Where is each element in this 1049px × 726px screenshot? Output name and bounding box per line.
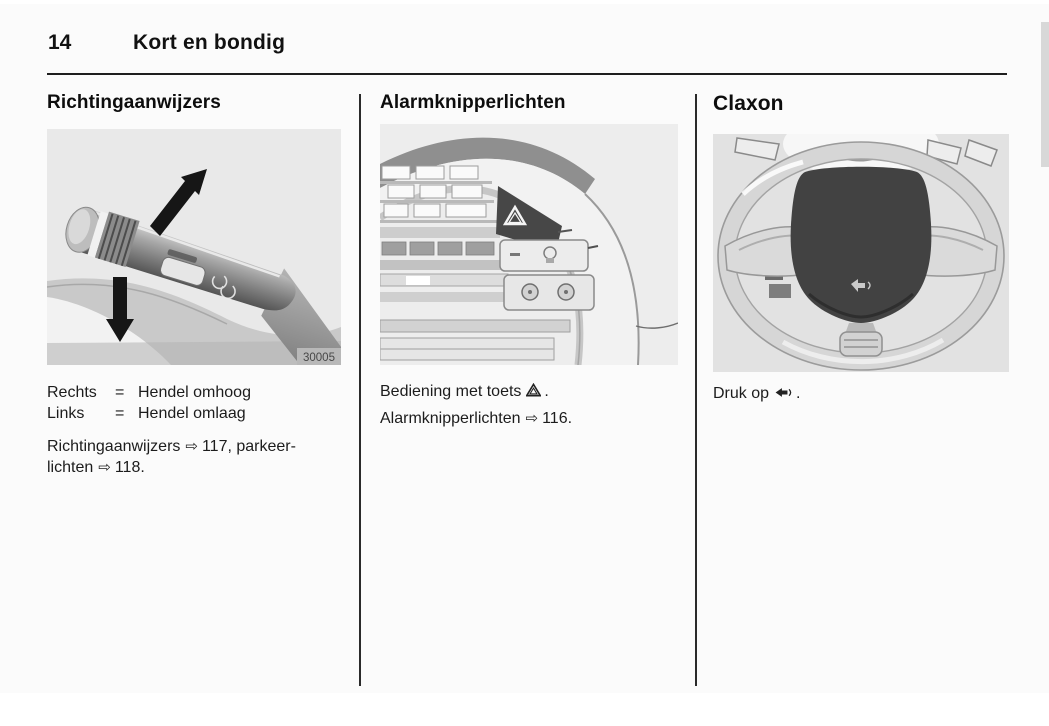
sentence-period: . xyxy=(796,385,801,402)
horn-text xyxy=(713,383,1009,405)
page-reference-arrow-icon: ⇨ xyxy=(185,438,198,455)
hazard-lights-text xyxy=(380,379,678,432)
reference-page: 117, parkeer- xyxy=(201,438,296,455)
section-heading: Claxon xyxy=(713,92,784,115)
section-heading: Alarmknipperlichten xyxy=(380,92,566,113)
page-number: 14 xyxy=(48,31,72,54)
reference-page: 118. xyxy=(114,459,145,476)
hazard-switch-dashboard-figure xyxy=(380,124,678,365)
sentence-period: . xyxy=(544,383,549,400)
hazard-instruction: Bediening met toets xyxy=(380,383,522,400)
section-heading: Richtingaanwijzers xyxy=(47,92,221,113)
equals-sign: = xyxy=(115,405,125,422)
page-reference-arrow-icon: ⇨ xyxy=(525,410,539,427)
turn-signal-directions xyxy=(47,382,341,424)
direction-value: Hendel omhoog xyxy=(138,384,251,401)
chapter-tab-marker xyxy=(1041,22,1049,167)
figure-label: 30005 xyxy=(303,352,335,364)
direction-row-left xyxy=(47,403,341,424)
turn-signal-lever-figure xyxy=(47,129,341,365)
reference-page: 116. xyxy=(542,410,573,427)
manual-page xyxy=(0,4,1049,693)
direction-row-right xyxy=(47,382,341,403)
reference-text: Alarmknipperlichten xyxy=(380,410,521,427)
steering-wheel-figure xyxy=(713,134,1009,372)
direction-value: Hendel omlaag xyxy=(138,405,246,422)
page-reference-arrow-icon: ⇨ xyxy=(98,459,111,476)
header-rule xyxy=(47,73,1007,75)
column-divider xyxy=(359,94,361,686)
reference-text: lichten xyxy=(47,459,94,476)
direction-key: Rechts xyxy=(47,384,97,401)
hazard-triangle-icon xyxy=(526,380,541,406)
section-turn-signals xyxy=(47,92,341,478)
horn-icon xyxy=(774,384,793,405)
page-title: Kort en bondig xyxy=(133,31,286,54)
section-hazard-lights xyxy=(380,92,678,432)
turn-signal-references xyxy=(47,436,341,478)
column-divider xyxy=(695,94,697,686)
reference-text: Richtingaanwijzers xyxy=(47,438,181,455)
equals-sign: = xyxy=(115,384,125,401)
direction-key: Links xyxy=(47,405,85,422)
horn-instruction: Druk op xyxy=(713,385,770,402)
section-horn xyxy=(713,92,1009,405)
